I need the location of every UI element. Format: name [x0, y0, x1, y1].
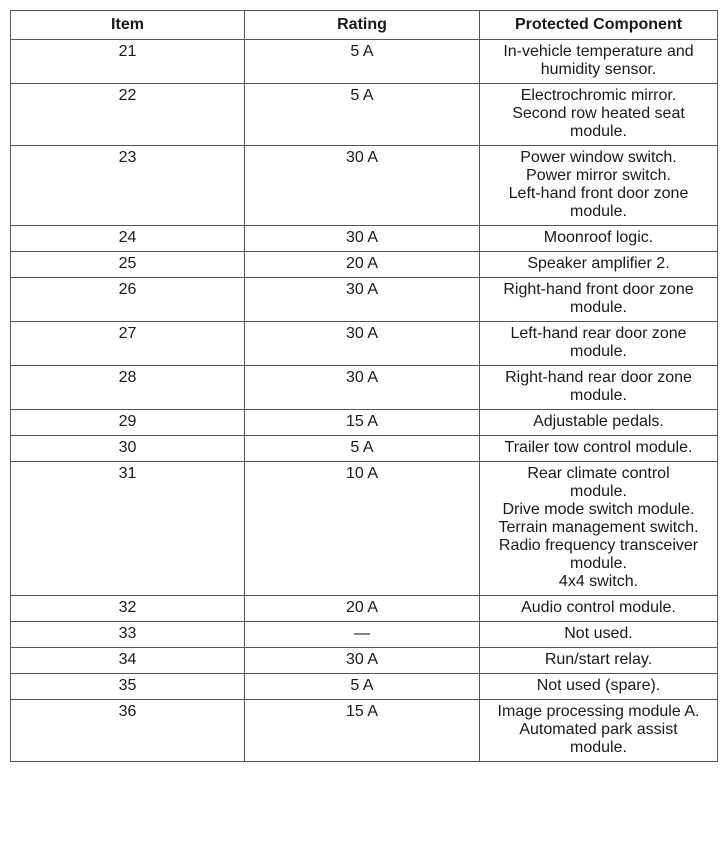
component-cell: Moonroof logic. [480, 226, 718, 252]
component-cell: Image processing module A. Automated park assist module. [480, 700, 718, 762]
rating-cell: 5 A [245, 436, 480, 462]
rating-cell: 30 A [245, 278, 480, 322]
table-row [11, 410, 718, 436]
rating-cell: 5 A [245, 674, 480, 700]
fuse-table-body [11, 40, 718, 762]
rating-cell: 30 A [245, 226, 480, 252]
table-row [11, 278, 718, 322]
component-cell: Not used. [480, 622, 718, 648]
rating-cell: 30 A [245, 648, 480, 674]
component-cell: Electrochromic mirror. Second row heated seat module. [480, 84, 718, 146]
component-cell: Audio control module. [480, 596, 718, 622]
header-item: Item [11, 11, 245, 40]
rating-cell: 5 A [245, 40, 480, 84]
rating-cell: 30 A [245, 366, 480, 410]
header-row [11, 11, 718, 40]
component-cell: Trailer tow control module. [480, 436, 718, 462]
component-cell: Not used (spare). [480, 674, 718, 700]
rating-cell: 20 A [245, 252, 480, 278]
table-row [11, 462, 718, 596]
item-cell: 30 [11, 436, 245, 462]
component-cell: Rear climate control module. Drive mode switch module. Terrain management switch. Radio frequency transceiver module. 4x4 switch. [480, 462, 718, 596]
fuse-table [10, 10, 718, 762]
table-row [11, 252, 718, 278]
item-cell: 32 [11, 596, 245, 622]
rating-cell: 15 A [245, 410, 480, 436]
item-cell: 21 [11, 40, 245, 84]
component-cell: Speaker amplifier 2. [480, 252, 718, 278]
item-cell: 23 [11, 146, 245, 226]
item-cell: 36 [11, 700, 245, 762]
table-row [11, 322, 718, 366]
rating-cell: 20 A [245, 596, 480, 622]
item-cell: 33 [11, 622, 245, 648]
table-row [11, 146, 718, 226]
component-cell: Right-hand rear door zone module. [480, 366, 718, 410]
table-row [11, 648, 718, 674]
table-row [11, 436, 718, 462]
rating-cell: 15 A [245, 700, 480, 762]
table-row [11, 674, 718, 700]
item-cell: 22 [11, 84, 245, 146]
rating-cell: 30 A [245, 146, 480, 226]
item-cell: 26 [11, 278, 245, 322]
item-cell: 24 [11, 226, 245, 252]
component-cell: Power window switch. Power mirror switch. Left-hand front door zone module. [480, 146, 718, 226]
table-row [11, 700, 718, 762]
item-cell: 28 [11, 366, 245, 410]
table-row [11, 622, 718, 648]
item-cell: 34 [11, 648, 245, 674]
component-cell: Right-hand front door zone module. [480, 278, 718, 322]
component-cell: Adjustable pedals. [480, 410, 718, 436]
item-cell: 27 [11, 322, 245, 366]
item-cell: 25 [11, 252, 245, 278]
header-rating: Rating [245, 11, 480, 40]
rating-cell: 5 A [245, 84, 480, 146]
component-cell: In-vehicle temperature and humidity sensor. [480, 40, 718, 84]
item-cell: 35 [11, 674, 245, 700]
table-row [11, 40, 718, 84]
item-cell: 31 [11, 462, 245, 596]
rating-cell: 30 A [245, 322, 480, 366]
table-row [11, 366, 718, 410]
item-cell: 29 [11, 410, 245, 436]
component-cell: Left-hand rear door zone module. [480, 322, 718, 366]
header-protected-component: Protected Component [480, 11, 718, 40]
table-row [11, 596, 718, 622]
rating-cell: 10 A [245, 462, 480, 596]
table-row [11, 84, 718, 146]
table-row [11, 226, 718, 252]
rating-cell: — [245, 622, 480, 648]
component-cell: Run/start relay. [480, 648, 718, 674]
